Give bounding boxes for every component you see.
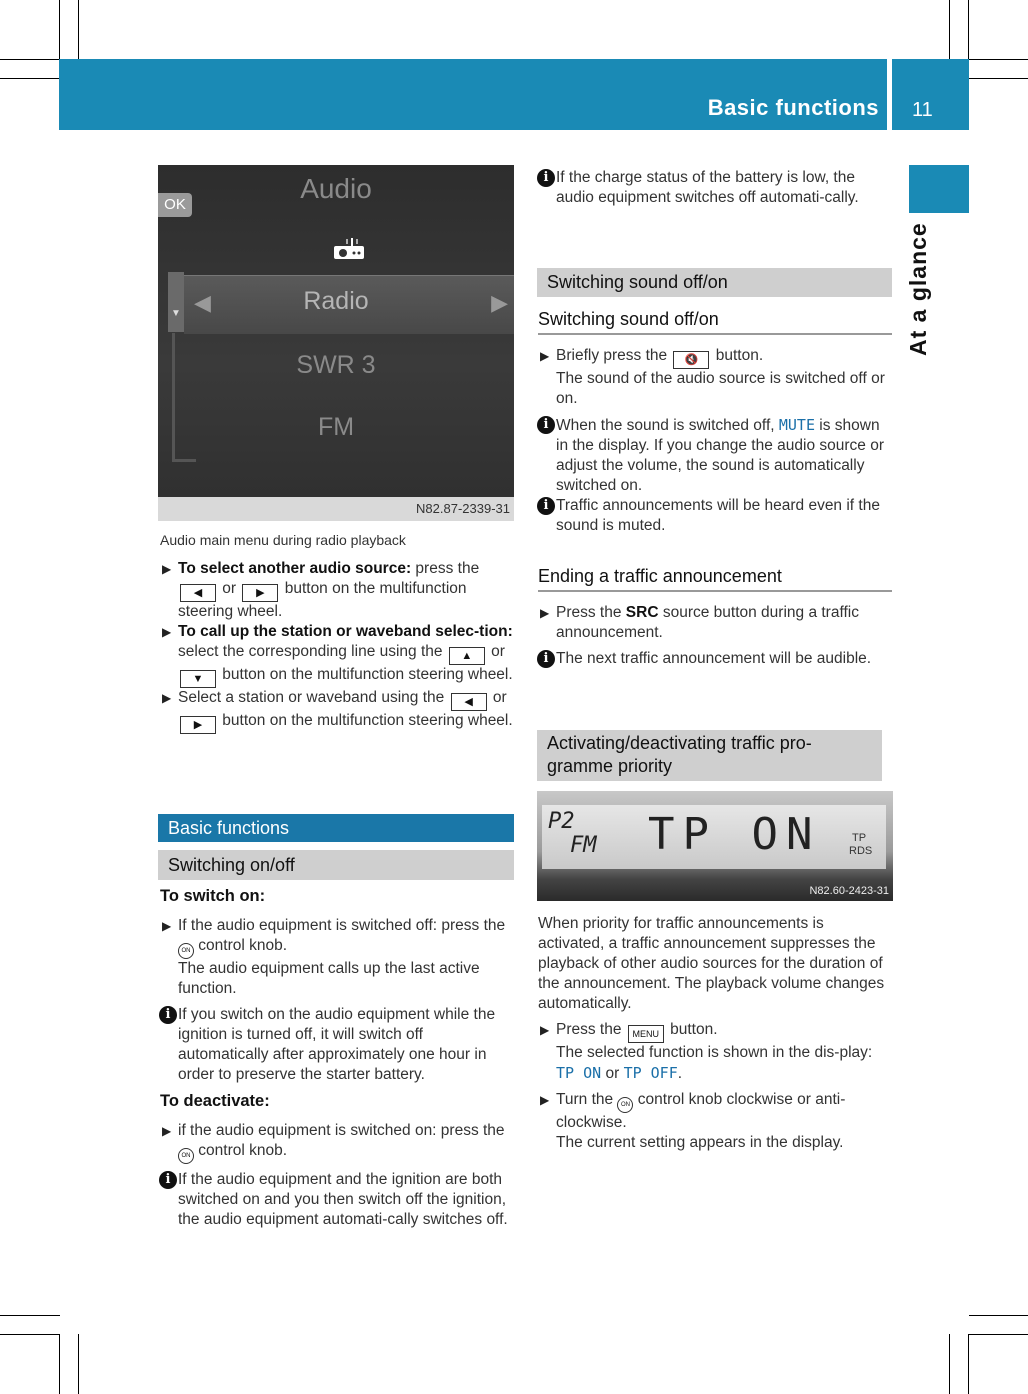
info-icon: i — [159, 1171, 177, 1189]
crop-mark — [0, 1334, 60, 1335]
info-text: When the sound is switched off, — [556, 417, 775, 434]
arrow-icon: ▶ — [162, 562, 172, 576]
lcd-band: FM — [570, 833, 597, 858]
crop-mark — [0, 78, 60, 79]
right-key-icon: ▶ — [180, 716, 216, 734]
right-key-icon: ▶ — [242, 584, 278, 602]
sound-instructions — [538, 346, 892, 536]
section-bar-traffic-priority: Activating/deactivating traffic pro-gramme priority — [537, 730, 882, 781]
crop-mark — [0, 59, 60, 60]
arrow-left-icon: ◀ — [194, 290, 211, 315]
info-note — [160, 1005, 516, 1085]
crop-mark — [969, 1315, 1028, 1316]
item-text: Briefly press the — [556, 347, 668, 364]
on-knob-icon: ON — [178, 943, 194, 959]
info-text: If the audio equipment and the ignition are both switched on and you then switch off the ignition, the audio equipment automati-cally switches off. — [178, 1171, 508, 1228]
list-item — [538, 1090, 892, 1153]
audio-menu-screen — [158, 165, 514, 497]
item-text: Turn the — [556, 1091, 614, 1108]
info-text: Traffic announcements will be heard even if the sound is muted. — [556, 497, 880, 534]
menu-line — [172, 333, 175, 461]
crop-mark — [968, 0, 969, 60]
crop-mark — [968, 1334, 969, 1394]
item-text: press the — [411, 560, 480, 577]
radio-lcd-display — [537, 791, 893, 901]
item-text: The audio equipment calls up the last active function. — [178, 960, 480, 997]
lcd-preset: P2 — [548, 809, 575, 834]
screen-title: Audio — [300, 173, 372, 204]
item-text: button on the multifunction steering wheel. — [218, 666, 513, 683]
item-text: or — [218, 580, 241, 597]
list-item — [538, 603, 892, 643]
lcd-rds-indicator: RDS — [849, 845, 873, 857]
page-number: 11 — [912, 99, 933, 121]
figure-id: N82.87-2339-31 — [158, 497, 514, 521]
mute-key-icon: 🔇 — [673, 351, 709, 369]
switch-instructions — [160, 886, 516, 1230]
menu-row-station: SWR 3 — [296, 351, 376, 379]
item-text: or — [492, 689, 507, 706]
left-key-icon: ◀ — [451, 693, 487, 711]
item-text: control knob. — [194, 1142, 288, 1159]
info-icon: i — [537, 650, 555, 668]
lcd-tp-indicator: TP — [852, 832, 867, 844]
section-bar-basic-functions: Basic functions — [158, 814, 514, 842]
section-bar-sound: Switching sound off/on — [537, 268, 892, 297]
chapter-tab — [909, 165, 969, 213]
mute-display-text: MUTE — [778, 416, 815, 434]
info-text: The next traffic announcement will be audible. — [556, 650, 872, 667]
list-item — [160, 559, 516, 622]
item-text: control knob clockwise or anti-clockwise. — [556, 1091, 846, 1131]
arrow-icon: ▶ — [540, 1093, 550, 1107]
crop-mark — [78, 0, 79, 60]
menu-row-radio: Radio — [303, 287, 369, 315]
crop-mark — [949, 1334, 950, 1394]
crop-mark — [969, 78, 1028, 79]
item-text: If the audio equipment is switched off: press the — [178, 917, 506, 934]
on-knob-icon: ON — [617, 1097, 633, 1113]
list-item — [160, 1121, 516, 1164]
item-text: The current setting appears in the display. — [556, 1134, 844, 1151]
info-text: If the charge status of the battery is low, the audio equipment switches off automati-cally. — [556, 169, 859, 206]
list-item — [160, 622, 516, 688]
arrow-right-icon: ▶ — [491, 290, 508, 315]
arrow-icon: ▶ — [540, 349, 550, 363]
list-item — [160, 688, 516, 734]
list-item — [538, 1020, 892, 1084]
item-text: button on the multifunction steering wheel. — [218, 712, 513, 729]
item-text: or — [486, 643, 505, 660]
section-bar-switching: Switching on/off — [158, 850, 514, 880]
item-text: Press the — [556, 1021, 622, 1038]
item-text: Select a station or waveband using the — [178, 689, 445, 706]
arrow-icon: ▶ — [540, 606, 550, 620]
menu-key: MENU — [628, 1025, 664, 1043]
item-text: The selected function is shown in the dis-play: — [556, 1044, 873, 1061]
priority-instructions — [538, 914, 892, 1153]
crop-mark — [59, 1334, 60, 1394]
deactivate-heading: To deactivate: — [160, 1092, 270, 1110]
info-text: If you switch on the audio equipment while the ignition is turned off, it will switch off automatically after approximately one hour in order to preserve the starter battery. — [178, 1006, 496, 1083]
header-separator — [887, 59, 892, 130]
crop-mark — [59, 0, 60, 60]
arrow-icon: ▶ — [162, 691, 172, 705]
item-text: . — [677, 1065, 683, 1082]
figure-id: N82.60-2423-31 — [809, 885, 889, 897]
priority-text: When priority for traffic announcements is activated, a traffic announcement suppresses the playback of other audio sources for the duration of the announcement. The playback volume changes automatically. — [538, 915, 885, 1012]
item-text: control knob. — [194, 937, 288, 954]
arrow-icon: ▶ — [162, 1124, 172, 1138]
section-title: Basic functions — [707, 95, 879, 120]
ok-badge: OK — [158, 193, 192, 217]
item-text: button. — [665, 1021, 718, 1038]
switch-on-heading: To switch on: — [160, 887, 266, 905]
down-key-icon: ▼ — [180, 670, 216, 688]
src-button-label: SRC — [625, 604, 659, 621]
item-text: if the audio equipment is switched on: press the — [178, 1122, 505, 1139]
figure-caption: Audio main menu during radio playback — [160, 532, 406, 548]
info-icon: i — [159, 1006, 177, 1024]
left-key-icon: ◀ — [180, 584, 216, 602]
item-text: Press the — [556, 604, 626, 621]
info-icon: i — [537, 169, 555, 187]
crop-mark — [949, 0, 950, 60]
info-note — [538, 649, 892, 669]
up-key-icon: ▲ — [449, 647, 485, 665]
arrow-icon: ▶ — [162, 919, 172, 933]
battery-note — [538, 168, 892, 208]
crop-mark — [0, 1315, 60, 1316]
item-bold: To call up the station or waveband selec-tion: — [178, 623, 513, 640]
item-text: source button during a traffic announcement. — [556, 604, 859, 641]
item-bold: To select another audio source: — [178, 560, 412, 577]
lcd-panel — [542, 805, 886, 869]
traffic-instructions — [538, 603, 892, 669]
menu-line — [172, 459, 196, 462]
tp-off-text: TP OFF — [623, 1064, 678, 1082]
arrow-icon: ▶ — [162, 625, 172, 639]
list-item — [538, 346, 892, 409]
info-note — [538, 496, 892, 536]
subheading-sound: Switching sound off/on — [538, 309, 892, 335]
info-note — [538, 168, 892, 208]
menu-row-band: FM — [317, 413, 355, 441]
tp-on-text: TP ON — [556, 1064, 602, 1082]
radio-icon — [332, 237, 366, 259]
info-icon: i — [537, 497, 555, 515]
crop-mark — [969, 59, 1028, 60]
info-icon: i — [537, 416, 555, 434]
info-note — [160, 1170, 516, 1230]
on-knob-icon: ON — [178, 1148, 194, 1164]
crop-mark — [78, 1334, 79, 1394]
left-instructions — [160, 559, 516, 734]
info-note — [538, 415, 892, 496]
item-text: button. — [711, 347, 764, 364]
item-text: button on the multifunction steering wheel. — [178, 580, 467, 620]
arrow-icon: ▶ — [540, 1023, 550, 1037]
item-text: or — [601, 1065, 624, 1082]
info-text: is shown in the display. If you change the audio source or adjust the volume, the sound is automatically switched on. — [556, 417, 885, 494]
item-text: The sound of the audio source is switched off or on. — [556, 370, 885, 407]
chapter-label: At a glance — [905, 222, 931, 356]
page-header — [59, 59, 969, 130]
subheading-traffic: Ending a traffic announcement — [538, 566, 892, 592]
crop-mark — [969, 1334, 1028, 1335]
lcd-main-text: TP ON — [648, 809, 821, 860]
list-item — [160, 916, 516, 999]
item-text: select the corresponding line using the — [178, 643, 443, 660]
scroll-down-icon: ▼ — [171, 308, 181, 319]
